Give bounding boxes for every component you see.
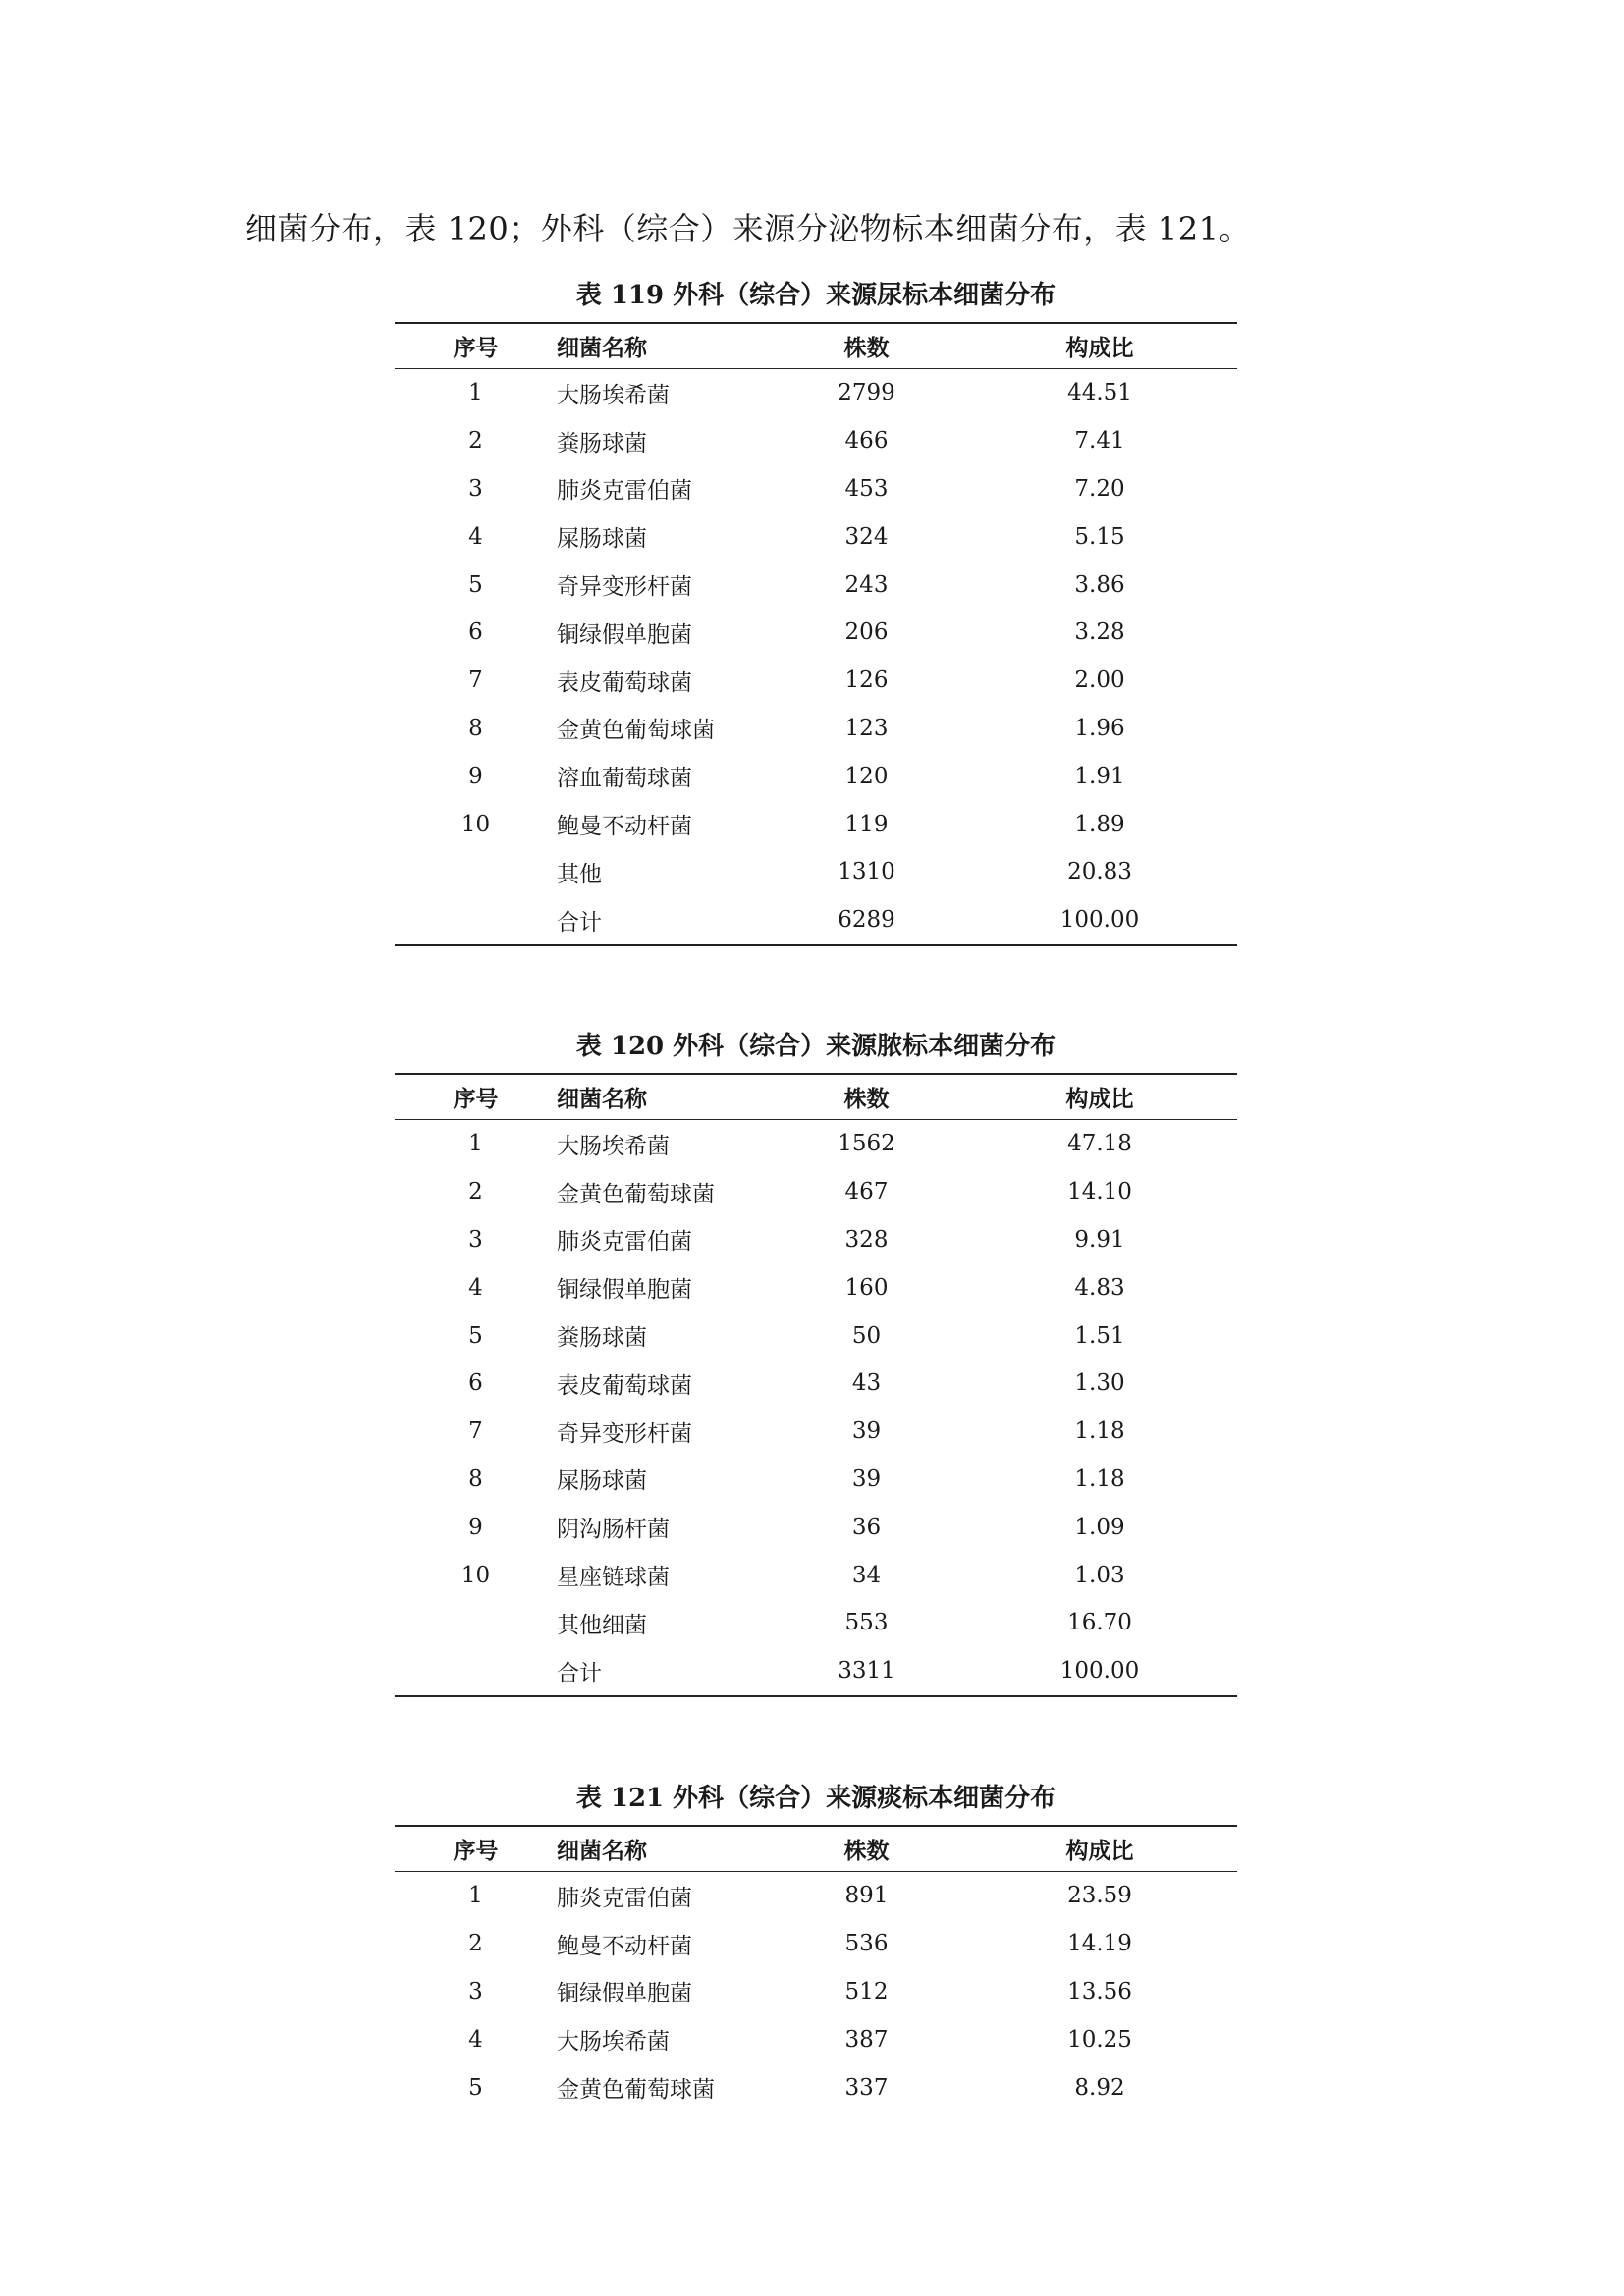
bacteria-name-cell: 阴沟肠杆菌 (557, 1517, 670, 1543)
data-table (395, 322, 1237, 946)
bacteria-name-cell: 其他 (557, 861, 602, 887)
table-row (395, 1551, 1237, 1599)
column-header: 细菌名称 (557, 323, 771, 369)
serial-number-cell: 5 (468, 571, 483, 598)
table-row (395, 1263, 1237, 1311)
bacteria-name-cell: 大肠埃希菌 (557, 382, 670, 408)
table-row (395, 417, 1237, 465)
table-header-row (395, 1826, 1237, 1872)
table-row (395, 512, 1237, 561)
count-cell: 337 (844, 2074, 889, 2101)
bacteria-name-cell: 铜绿假单胞菌 (557, 621, 692, 648)
bacteria-name-cell: 合计 (557, 1660, 602, 1686)
percentage-cell: 7.41 (1074, 428, 1125, 454)
column-header: 细菌名称 (557, 1074, 771, 1120)
count-cell: 328 (844, 1226, 889, 1253)
count-cell: 119 (844, 811, 889, 837)
column-header: 序号 (395, 1826, 557, 1872)
table-row (395, 752, 1237, 800)
count-cell: 160 (844, 1274, 889, 1301)
bacteria-name-cell: 铜绿假单胞菌 (557, 1981, 692, 2007)
bacteria-name-cell: 屎肠球菌 (557, 526, 647, 553)
bacteria-name-cell: 屎肠球菌 (557, 1468, 647, 1495)
table-119 (395, 273, 1237, 946)
percentage-cell: 100.00 (1059, 1658, 1140, 1684)
percentage-cell: 1.89 (1074, 811, 1125, 837)
percentage-cell: 9.91 (1074, 1226, 1125, 1253)
column-header: 株数 (771, 1826, 962, 1872)
bacteria-name-cell: 铜绿假单胞菌 (557, 1277, 692, 1304)
table-row (395, 800, 1237, 848)
count-cell: 1562 (838, 1131, 895, 1157)
bacteria-name-cell: 星座链球菌 (557, 1565, 670, 1591)
bacteria-name-cell: 合计 (557, 909, 602, 935)
percentage-cell: 1.91 (1074, 763, 1125, 789)
count-cell: 467 (844, 1179, 889, 1205)
count-cell: 43 (851, 1370, 882, 1397)
table-row (395, 561, 1237, 609)
bacteria-name-cell: 表皮葡萄球菌 (557, 1372, 692, 1399)
table-row (395, 705, 1237, 753)
serial-number-cell: 2 (468, 1931, 483, 1957)
serial-number-cell: 10 (460, 1562, 491, 1588)
table-row (395, 1216, 1237, 1264)
serial-number-cell: 9 (468, 1514, 483, 1540)
serial-number-cell: 4 (468, 2026, 483, 2053)
bacteria-name-cell: 粪肠球菌 (557, 430, 647, 456)
serial-number-cell: 3 (468, 475, 483, 502)
table-header-row (395, 323, 1237, 369)
serial-number-cell: 9 (468, 763, 483, 789)
serial-number-cell: 2 (468, 428, 483, 454)
table-row (395, 1872, 1237, 1920)
count-cell: 50 (851, 1322, 882, 1349)
count-cell: 466 (844, 428, 889, 454)
serial-number-cell: 6 (468, 1370, 483, 1397)
data-table (395, 1825, 1237, 2111)
serial-number-cell (395, 848, 557, 896)
bacteria-name-cell: 金黄色葡萄球菌 (557, 718, 715, 744)
column-header: 序号 (395, 323, 557, 369)
bacteria-name-cell: 奇异变形杆菌 (557, 574, 692, 601)
column-header: 序号 (395, 1074, 557, 1120)
column-header: 构成比 (962, 1826, 1237, 1872)
table-row (395, 465, 1237, 513)
serial-number-cell: 10 (460, 811, 491, 837)
serial-number-cell: 1 (468, 1131, 483, 1157)
table-title: 表 120 外科（综合）来源脓标本细菌分布 (575, 1032, 1056, 1061)
percentage-cell: 1.96 (1074, 715, 1125, 741)
table-header-row (395, 1074, 1237, 1120)
serial-number-cell: 1 (468, 1883, 483, 1909)
bacteria-name-cell: 肺炎克雷伯菌 (557, 1885, 692, 1911)
bacteria-name-cell: 大肠埃希菌 (557, 2029, 670, 2056)
bacteria-name-cell: 奇异变形杆菌 (557, 1420, 692, 1447)
column-header: 构成比 (962, 323, 1237, 369)
percentage-cell: 14.19 (1067, 1931, 1132, 1957)
serial-number-cell (395, 896, 557, 945)
percentage-cell: 47.18 (1067, 1131, 1132, 1157)
serial-number-cell (395, 1599, 557, 1647)
percentage-cell: 16.70 (1067, 1610, 1132, 1636)
bacteria-name-cell: 其他细菌 (557, 1612, 647, 1638)
bacteria-name-cell: 肺炎克雷伯菌 (557, 1229, 692, 1255)
table-row (395, 2063, 1237, 2111)
percentage-cell: 1.30 (1074, 1370, 1125, 1397)
column-header: 株数 (771, 1074, 962, 1120)
percentage-cell: 44.51 (1067, 380, 1132, 406)
count-cell: 6289 (838, 907, 895, 934)
table-row (395, 2015, 1237, 2063)
table-row (395, 1408, 1237, 1456)
bacteria-name-cell: 鲍曼不动杆菌 (557, 814, 692, 840)
table-title: 表 121 外科（综合）来源痰标本细菌分布 (575, 1784, 1056, 1813)
count-cell: 206 (844, 619, 889, 646)
count-cell: 120 (844, 763, 889, 789)
table-title: 表 119 外科（综合）来源尿标本细菌分布 (575, 281, 1056, 310)
serial-number-cell: 8 (468, 1466, 483, 1492)
table-row (395, 609, 1237, 657)
serial-number-cell: 3 (468, 1978, 483, 2004)
bacteria-name-cell: 表皮葡萄球菌 (557, 669, 692, 696)
count-cell: 1310 (838, 859, 895, 885)
percentage-cell: 100.00 (1059, 907, 1140, 934)
count-cell: 891 (844, 1883, 889, 1909)
count-cell: 2799 (838, 380, 895, 406)
bacteria-name-cell: 大肠埃希菌 (557, 1133, 670, 1159)
intro-paragraph: 细菌分布，表 120；外科（综合）来源分泌物标本细菌分布，表 121。 (245, 210, 1252, 247)
percentage-cell: 1.51 (1074, 1322, 1125, 1349)
percentage-cell: 3.86 (1074, 571, 1125, 598)
percentage-cell: 4.83 (1074, 1274, 1125, 1301)
table-row (395, 848, 1237, 896)
serial-number-cell: 5 (468, 1322, 483, 1349)
percentage-cell: 10.25 (1067, 2026, 1132, 2053)
count-cell: 3311 (838, 1658, 895, 1684)
percentage-cell: 8.92 (1074, 2074, 1125, 2101)
percentage-cell: 2.00 (1074, 667, 1125, 694)
serial-number-cell: 7 (468, 1418, 483, 1445)
serial-number-cell: 2 (468, 1179, 483, 1205)
percentage-cell: 1.18 (1074, 1466, 1125, 1492)
percentage-cell: 13.56 (1067, 1978, 1132, 2004)
table-120 (395, 1024, 1237, 1697)
bacteria-name-cell: 金黄色葡萄球菌 (557, 2077, 715, 2104)
percentage-cell: 1.09 (1074, 1514, 1125, 1540)
table-row (395, 1968, 1237, 2016)
table-row (395, 657, 1237, 705)
table-row (395, 1599, 1237, 1647)
count-cell: 324 (844, 523, 889, 550)
table-row (395, 369, 1237, 417)
table-row (395, 1360, 1237, 1408)
table-row (395, 1456, 1237, 1504)
table-row (395, 1311, 1237, 1360)
count-cell: 123 (844, 715, 889, 741)
serial-number-cell: 1 (468, 380, 483, 406)
count-cell: 243 (844, 571, 889, 598)
count-cell: 453 (844, 475, 889, 502)
serial-number-cell: 8 (468, 715, 483, 741)
serial-number-cell: 7 (468, 667, 483, 694)
table-row (395, 1503, 1237, 1551)
serial-number-cell: 6 (468, 619, 483, 646)
bacteria-name-cell: 溶血葡萄球菌 (557, 766, 692, 792)
table-row (395, 896, 1237, 945)
count-cell: 39 (851, 1418, 882, 1445)
count-cell: 387 (844, 2026, 889, 2053)
count-cell: 536 (844, 1931, 889, 1957)
count-cell: 512 (844, 1978, 889, 2004)
table-row (395, 1120, 1237, 1168)
count-cell: 553 (844, 1610, 889, 1636)
table-121 (395, 1776, 1237, 2111)
bacteria-name-cell: 肺炎克雷伯菌 (557, 478, 692, 505)
column-header: 细菌名称 (557, 1826, 771, 1872)
percentage-cell: 1.03 (1074, 1562, 1125, 1588)
serial-number-cell: 5 (468, 2074, 483, 2101)
count-cell: 39 (851, 1466, 882, 1492)
column-header: 株数 (771, 323, 962, 369)
table-row (395, 1920, 1237, 1968)
count-cell: 36 (851, 1514, 882, 1540)
table-row (395, 1647, 1237, 1696)
serial-number-cell: 4 (468, 523, 483, 550)
count-cell: 34 (851, 1562, 882, 1588)
percentage-cell: 7.20 (1074, 475, 1125, 502)
data-table (395, 1073, 1237, 1697)
column-header: 构成比 (962, 1074, 1237, 1120)
table-row (395, 1168, 1237, 1216)
serial-number-cell: 4 (468, 1274, 483, 1301)
serial-number-cell: 3 (468, 1226, 483, 1253)
percentage-cell: 3.28 (1074, 619, 1125, 646)
serial-number-cell (395, 1647, 557, 1696)
percentage-cell: 20.83 (1067, 859, 1132, 885)
percentage-cell: 23.59 (1067, 1883, 1132, 1909)
bacteria-name-cell: 粪肠球菌 (557, 1325, 647, 1352)
count-cell: 126 (844, 667, 889, 694)
percentage-cell: 14.10 (1067, 1179, 1132, 1205)
bacteria-name-cell: 鲍曼不动杆菌 (557, 1933, 692, 1959)
percentage-cell: 5.15 (1074, 523, 1125, 550)
bacteria-name-cell: 金黄色葡萄球菌 (557, 1181, 715, 1207)
percentage-cell: 1.18 (1074, 1418, 1125, 1445)
